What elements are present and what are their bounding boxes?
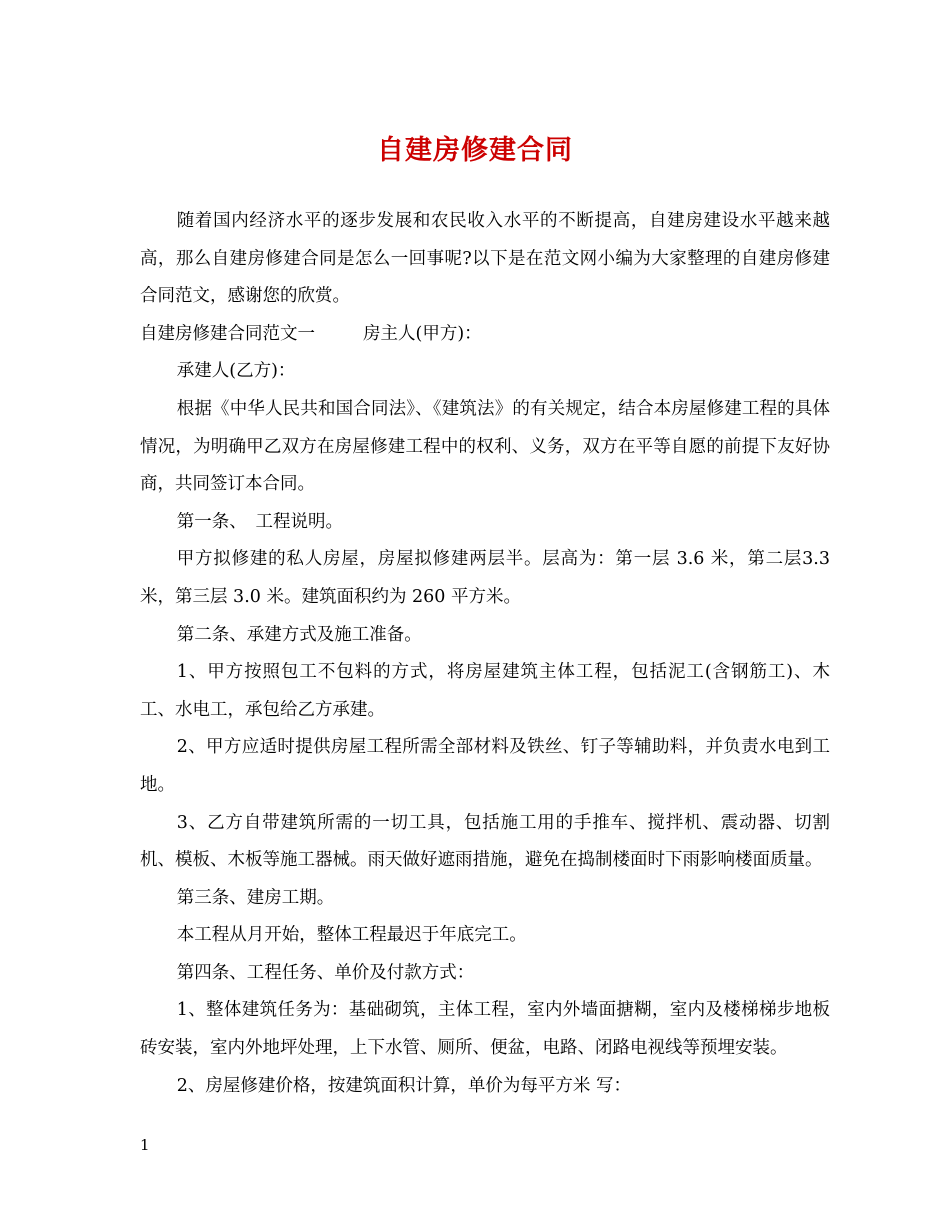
intro-paragraph: 随着国内经济水平的逐步发展和农民收入水平的不断提高，自建房建设水平越来越高，那么自建房修建合同是怎么一回事呢?以下是在范文网小编为大家整理的自建房修建合同范文，感谢您的欣赏。 xyxy=(140,211,830,307)
document-title: 自建房修建合同 xyxy=(377,135,573,166)
preamble-paragraph: 根据《中华人民共和国合同法》、《建筑法》的有关规定，结合本房屋修建工程的具体情况，为明确甲乙双方在房屋修建工程中的权利、义务，双方在平等自愿的前提下友好协商，共同签订本合同。 xyxy=(140,398,830,495)
article-2-item-1: 1、甲方按照包工不包料的方式，将房屋建筑主体工程，包括泥工(含钢筋工)、木工、水电工，承包给乙方承建。 xyxy=(140,662,830,720)
owner-party-label: 房主人(甲方)： xyxy=(363,323,482,344)
sample-heading-line xyxy=(140,316,830,354)
document-body xyxy=(140,203,830,1105)
contractor-party-label: 承建人(乙方)： xyxy=(176,361,296,382)
article-4-item-2: 2、房屋修建价格，按建筑面积计算，单价为每平方米 写： xyxy=(176,1075,631,1096)
article-3-text: 本工程从月开始，整体工程最迟于年底完工。 xyxy=(176,925,527,946)
article-2-item-3: 3、乙方自带建筑所需的一切工具，包括施工用的手推车、搅拌机、震动器、切割机、模板、木板等施工器械。雨天做好遮雨措施，避免在捣制楼面时下雨影响楼面质量。 xyxy=(140,812,830,871)
article-1-text: 甲方拟修建的私人房屋，房屋拟修建两层半。层高为：第一层 3.6 米，第二层3.3 米，第三层 3.0 米。建筑面积约为 260 平方米。 xyxy=(140,549,830,607)
article-2-item-2: 2、甲方应适时提供房屋工程所需全部材料及铁丝、钉子等辅助料，并负责水电到工地。 xyxy=(140,737,830,795)
sample-heading: 自建房修建合同范文一 xyxy=(140,323,315,344)
page-number: 1 xyxy=(140,1136,150,1154)
article-2-heading: 第二条、承建方式及施工准备。 xyxy=(176,624,422,645)
article-4-heading: 第四条、工程任务、单价及付款方式： xyxy=(176,962,475,983)
article-3-heading: 第三条、建房工期。 xyxy=(176,887,335,908)
article-4-item-1: 1、整体建筑任务为：基础砌筑，主体工程，室内外墙面搪糊，室内及楼梯梯步地板砖安装，室内外地坪处理，上下水管、厕所、便盆，电路、闭路电视线等预埋安装。 xyxy=(140,1000,830,1059)
article-1-heading: 第一条、 工程说明。 xyxy=(176,511,343,532)
